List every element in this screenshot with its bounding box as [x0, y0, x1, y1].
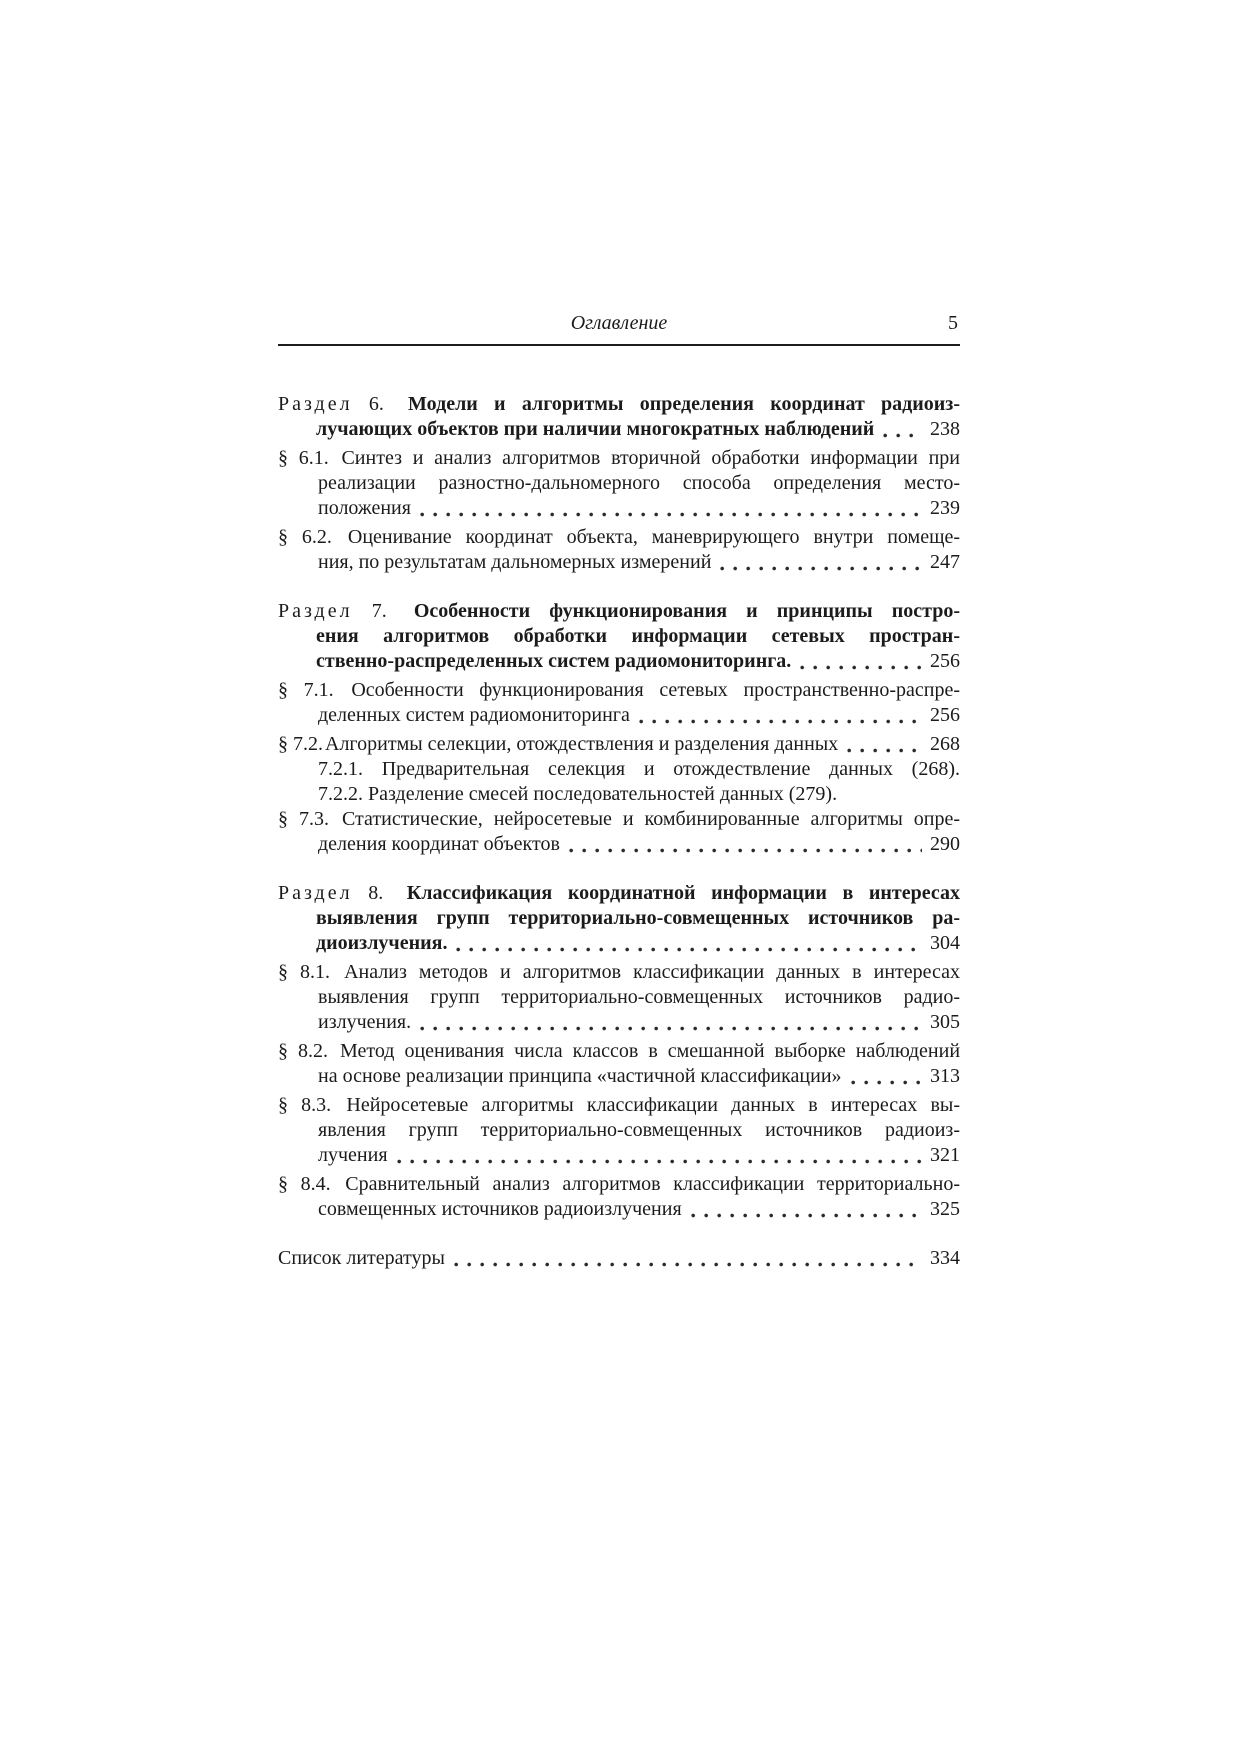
- toc-entry-text: Список литературы: [278, 1247, 445, 1269]
- toc-entry-text: диоизлучения.: [316, 932, 448, 954]
- toc-entry: [278, 782, 960, 807]
- toc-entry-text: Метод оценивания числа классов в смешанной выборке наблюдений: [340, 1040, 961, 1062]
- toc-entry: [278, 1093, 960, 1168]
- dot-leader: [883, 433, 922, 438]
- toc-line: [278, 1172, 960, 1197]
- paragraph-label: § 7.3.: [278, 808, 329, 830]
- section-number: 7.: [371, 600, 387, 622]
- toc-entry-text: излучения.: [318, 1011, 412, 1033]
- toc-entry: [278, 392, 960, 442]
- toc-entry: [278, 678, 960, 728]
- content-column: [278, 310, 960, 1275]
- toc-line: [278, 1093, 960, 1118]
- toc-entry-text: Оценивание координат объекта, маневрирующего внутри помеще-: [347, 526, 961, 548]
- page-number: 238: [930, 418, 960, 440]
- dot-leader: [720, 566, 922, 571]
- toc-entry-text: ния, по результатам дальномерных измерений: [318, 551, 712, 573]
- dot-leader: [420, 512, 922, 517]
- toc-line: [278, 392, 960, 417]
- toc-entry: [278, 757, 960, 782]
- toc-line: [278, 906, 960, 931]
- page-number: 325: [930, 1198, 960, 1220]
- toc-line: [278, 1118, 960, 1143]
- running-header: [278, 310, 960, 346]
- toc-entry-text: Модели и алгоритмы определения координат радиоиз-: [408, 393, 960, 415]
- toc-line: [278, 550, 960, 575]
- toc-line: [278, 1246, 960, 1271]
- page-number: 247: [930, 551, 960, 573]
- toc-entry-text: деленных систем радиомониторинга: [318, 704, 630, 726]
- toc-entry: [278, 732, 960, 757]
- page-number: 268: [930, 733, 960, 755]
- page-number: 290: [930, 833, 960, 855]
- toc-entry: [278, 525, 960, 575]
- toc-line: [278, 703, 960, 728]
- toc-line: [278, 1197, 960, 1222]
- page-number: 321: [930, 1144, 960, 1166]
- toc-line: [278, 732, 960, 757]
- toc-entry-text: Классификация координатной информации в интересах: [406, 882, 960, 904]
- toc-line: [278, 1064, 960, 1089]
- toc-entry-text: Особенности функционирования и принципы постро-: [413, 600, 961, 622]
- toc-entry-text: 7.2.1. Предварительная селекция и отождествление данных (268).: [318, 758, 960, 780]
- running-header-title: Оглавление: [570, 312, 668, 334]
- toc-entry-text: лучающих объектов при наличии многократных наблюдений: [316, 418, 875, 440]
- toc-entry: [278, 960, 960, 1035]
- page-number: 334: [930, 1247, 960, 1269]
- toc-entry-text: Сравнительный анализ алгоритмов классификации территориально-: [345, 1173, 960, 1195]
- page-number: 256: [930, 650, 960, 672]
- toc-entry: [278, 599, 960, 674]
- paragraph-label: § 6.1.: [278, 447, 329, 469]
- toc-entry-text: реализации разностно-дальномерного способа определения место-: [318, 472, 960, 494]
- toc-line: [278, 525, 960, 550]
- toc-entry-text: явления групп территориально-совмещенных источников радиоиз-: [318, 1119, 960, 1141]
- toc-line: [278, 757, 960, 782]
- toc-entry-text: совмещенных источников радиоизлучения: [318, 1198, 682, 1220]
- folio-page-number: 5: [948, 312, 958, 334]
- toc-entry: [278, 807, 960, 857]
- page-number: 305: [930, 1011, 960, 1033]
- toc-entry: [278, 881, 960, 956]
- page-number: 313: [930, 1065, 960, 1087]
- section-label: Раздел: [278, 600, 353, 622]
- toc-entry-text: положения: [318, 497, 411, 519]
- toc-entry-text: лучения: [318, 1144, 388, 1166]
- toc-line: [278, 985, 960, 1010]
- paragraph-label: § 7.2.: [278, 733, 323, 755]
- toc-line: [278, 832, 960, 857]
- toc-line: [278, 807, 960, 832]
- paragraph-label: § 7.1.: [278, 679, 334, 701]
- toc-entry-text: ственно-распределенных систем радиомониторинга.: [316, 650, 792, 672]
- toc-entry-text: ения алгоритмов обработки информации сетевых простран-: [316, 625, 960, 647]
- paragraph-label: § 8.2.: [278, 1040, 328, 1062]
- toc-entry: [278, 1039, 960, 1089]
- section-number: 8.: [368, 882, 384, 904]
- toc-line: [278, 446, 960, 471]
- toc-entry-text: выявления групп территориально-совмещенных источников радио-: [318, 986, 960, 1008]
- dot-leader: [639, 719, 922, 724]
- toc-entry: [278, 446, 960, 521]
- dot-leader: [454, 1262, 922, 1267]
- dot-leader: [420, 1026, 922, 1031]
- toc-entry-text: 7.2.2. Разделение смесей последовательностей данных (279).: [318, 783, 838, 805]
- page-number: 256: [930, 704, 960, 726]
- toc-line: [278, 960, 960, 985]
- toc-line: [278, 599, 960, 624]
- paragraph-label: § 8.4.: [278, 1173, 331, 1195]
- toc-line: [278, 417, 960, 442]
- paragraph-label: § 8.3.: [278, 1094, 332, 1116]
- toc-entry-text: Особенности функционирования сетевых пространственно-распре-: [351, 679, 960, 701]
- dot-leader: [691, 1213, 922, 1218]
- toc-line: [278, 649, 960, 674]
- toc-entries: [278, 392, 960, 1271]
- toc-entry-text: Алгоритмы селекции, отождествления и разделения данных: [325, 733, 839, 755]
- toc-entry-text: Синтез и анализ алгоритмов вторичной обработки информации при: [341, 447, 960, 469]
- dot-leader: [800, 665, 922, 670]
- section-label: Раздел: [278, 393, 353, 415]
- dot-leader: [847, 748, 922, 753]
- section-number: 6.: [368, 393, 384, 415]
- toc-entry-text: Нейросетевые алгоритмы классификации данных в интересах вы-: [346, 1094, 961, 1116]
- toc-entry: [278, 1246, 960, 1271]
- toc-line: [278, 624, 960, 649]
- page-number: 239: [930, 497, 960, 519]
- dot-leader: [397, 1159, 922, 1164]
- toc-line: [278, 1143, 960, 1168]
- page-number: 304: [930, 932, 960, 954]
- toc-line: [278, 1039, 960, 1064]
- toc-entry-text: выявления групп территориально-совмещенных источников ра-: [316, 907, 960, 929]
- toc-entry-text: Анализ методов и алгоритмов классификации данных в интересах: [344, 961, 961, 983]
- toc-entry-text: на основе реализации принципа «частичной классификации»: [318, 1065, 842, 1087]
- dot-leader: [851, 1080, 922, 1085]
- toc-line: [278, 471, 960, 496]
- section-label: Раздел: [278, 882, 353, 904]
- toc-line: [278, 1010, 960, 1035]
- paragraph-label: § 8.1.: [278, 961, 331, 983]
- toc-line: [278, 881, 960, 906]
- toc-line: [278, 782, 960, 807]
- toc-line: [278, 931, 960, 956]
- toc-line: [278, 496, 960, 521]
- toc-entry-text: деления координат объектов: [318, 833, 560, 855]
- dot-leader: [456, 947, 922, 952]
- toc-entry-text: Статистические, нейросетевые и комбинированные алгоритмы опре-: [341, 808, 961, 830]
- toc-line: [278, 678, 960, 703]
- paragraph-label: § 6.2.: [278, 526, 332, 548]
- dot-leader: [569, 848, 922, 853]
- toc-entry: [278, 1172, 960, 1222]
